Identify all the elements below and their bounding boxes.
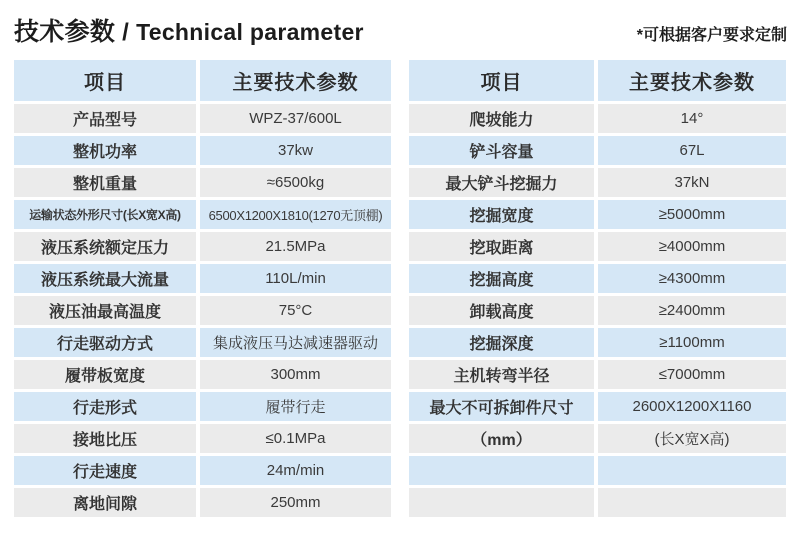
parameter-value: 履带行走	[200, 392, 391, 421]
parameter-value: ≤0.1MPa	[200, 424, 391, 453]
column-header-item: 项目	[14, 60, 196, 101]
column-header-value: 主要技术参数	[200, 60, 391, 101]
parameter-name: 整机功率	[14, 136, 196, 165]
parameter-name: 液压系统额定压力	[14, 232, 196, 261]
table-row	[409, 264, 786, 293]
parameter-value: 21.5MPa	[200, 232, 391, 261]
table-row	[409, 168, 786, 197]
column-header-value: 主要技术参数	[598, 60, 786, 101]
table-row	[14, 360, 391, 389]
table-row	[409, 104, 786, 133]
parameter-value: 67L	[598, 136, 786, 165]
parameter-value: 250mm	[200, 488, 391, 517]
parameter-value: ≈6500kg	[200, 168, 391, 197]
table-row	[14, 424, 391, 453]
table-row	[14, 488, 391, 517]
parameter-name: 挖取距离	[409, 232, 594, 261]
table-row	[409, 296, 786, 325]
parameter-name	[409, 488, 594, 517]
parameter-value: 24m/min	[200, 456, 391, 485]
parameter-name: 接地比压	[14, 424, 196, 453]
parameter-name: 液压系统最大流量	[14, 264, 196, 293]
table-row	[409, 424, 786, 453]
table-row	[14, 168, 391, 197]
parameter-name: 铲斗容量	[409, 136, 594, 165]
table-row	[409, 232, 786, 261]
titlebar	[14, 14, 787, 48]
parameter-name: 整机重量	[14, 168, 196, 197]
parameter-name: 行走速度	[14, 456, 196, 485]
parameter-name: 爬坡能力	[409, 104, 594, 133]
parameter-name: 液压油最高温度	[14, 296, 196, 325]
parameter-name: 挖掘宽度	[409, 200, 594, 229]
parameter-value: 300mm	[200, 360, 391, 389]
table-row	[14, 264, 391, 293]
parameter-value: ≥5000mm	[598, 200, 786, 229]
parameter-name: 最大不可拆卸件尺寸	[409, 392, 594, 421]
page-title-en: Technical parameter	[136, 19, 364, 45]
parameter-value: (长X宽X高)	[598, 424, 786, 453]
parameter-value: 集成液压马达减速器驱动	[200, 328, 391, 357]
parameter-value: ≥4300mm	[598, 264, 786, 293]
page-title	[14, 11, 364, 48]
tables-container	[14, 60, 787, 520]
parameter-value: ≥4000mm	[598, 232, 786, 261]
parameter-value: 2600X1200X1160	[598, 392, 786, 421]
parameter-name: 挖掘高度	[409, 264, 594, 293]
parameter-name: 主机转弯半径	[409, 360, 594, 389]
table-row	[14, 200, 391, 229]
parameter-name: （mm）	[409, 424, 594, 453]
parameter-value: 6500X1200X1810(1270无顶棚)	[200, 200, 391, 229]
parameter-name: 离地间隙	[14, 488, 196, 517]
table-row	[14, 328, 391, 357]
parameter-value	[598, 488, 786, 517]
parameter-name: 最大铲斗挖掘力	[409, 168, 594, 197]
table-row	[409, 136, 786, 165]
table-row	[14, 136, 391, 165]
parameter-table-right	[409, 60, 786, 520]
table-row	[14, 456, 391, 485]
table-row	[14, 104, 391, 133]
parameter-value: 37kw	[200, 136, 391, 165]
parameter-value: 110L/min	[200, 264, 391, 293]
parameter-value: WPZ-37/600L	[200, 104, 391, 133]
parameter-name: 挖掘深度	[409, 328, 594, 357]
table-row	[409, 360, 786, 389]
table-row-empty	[409, 456, 786, 485]
parameter-value: ≥1100mm	[598, 328, 786, 357]
parameter-name: 卸载高度	[409, 296, 594, 325]
parameter-name: 运输状态外形尺寸(长X宽X高)	[14, 200, 196, 229]
page-title-separator: /	[115, 19, 137, 46]
table-row	[409, 200, 786, 229]
parameter-name: 行走驱动方式	[14, 328, 196, 357]
parameter-table-left	[14, 60, 391, 520]
parameter-value: 37kN	[598, 168, 786, 197]
parameter-value: 14°	[598, 104, 786, 133]
table-header-row	[14, 60, 391, 101]
parameter-name: 履带板宽度	[14, 360, 196, 389]
parameter-value: 75°C	[200, 296, 391, 325]
table-row	[409, 392, 786, 421]
parameter-name: 行走形式	[14, 392, 196, 421]
table-row-empty	[409, 488, 786, 517]
page-title-zh: 技术参数	[14, 18, 116, 46]
parameter-value: ≤7000mm	[598, 360, 786, 389]
parameter-name: 产品型号	[14, 104, 196, 133]
table-row	[409, 328, 786, 357]
customization-note: *可根据客户要求定制	[636, 27, 787, 44]
parameter-value	[598, 456, 786, 485]
table-row	[14, 392, 391, 421]
table-row	[14, 232, 391, 261]
parameter-value: ≥2400mm	[598, 296, 786, 325]
table-row	[14, 296, 391, 325]
column-header-item: 项目	[409, 60, 594, 101]
table-header-row	[409, 60, 786, 101]
parameter-name	[409, 456, 594, 485]
